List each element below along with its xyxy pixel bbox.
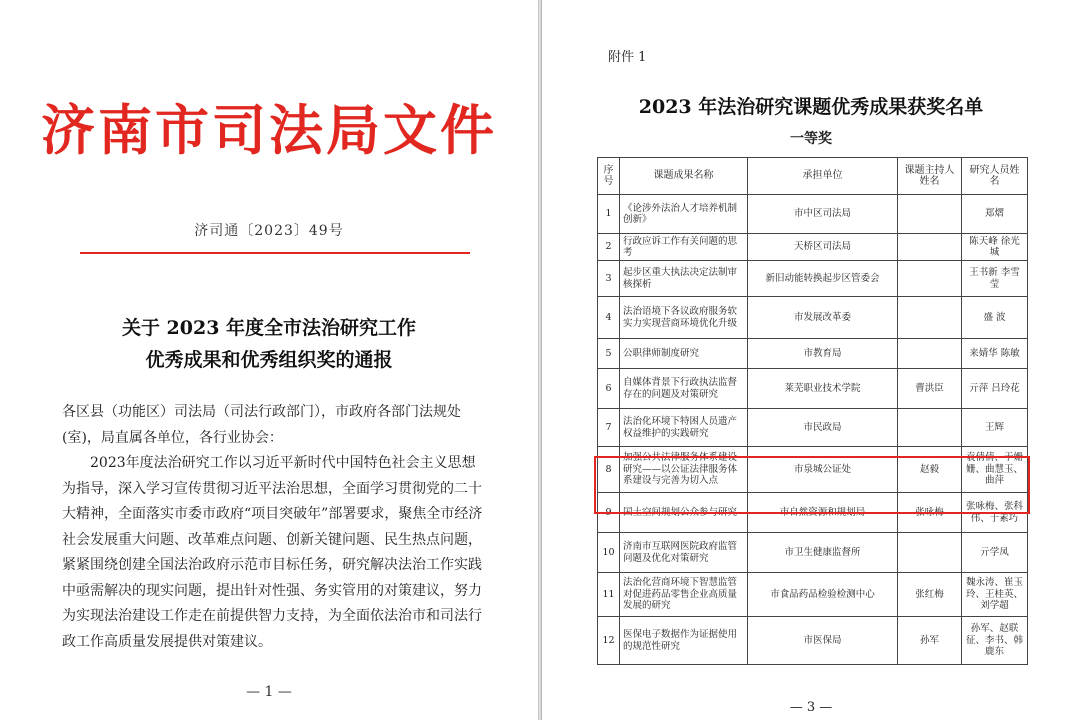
row-members: 来婧华 陈敏 <box>962 339 1028 369</box>
table-row <box>598 617 1028 665</box>
row-members: 亓萍 吕玲花 <box>962 369 1028 409</box>
table-row <box>598 297 1028 339</box>
row-unit: 天桥区司法局 <box>748 234 898 261</box>
salutation: 各区县（功能区）司法局（司法行政部门），市政府各部门法规处(室)，局直属各单位，各行业协会： <box>62 404 461 446</box>
notice-title-line1: 关于 2023 年度全市法治研究工作 <box>121 317 417 339</box>
row-unit: 市发展改革委 <box>748 297 898 339</box>
row-number: 1 <box>598 195 620 234</box>
row-number: 6 <box>598 369 620 409</box>
row-leader: 孙军 <box>898 617 962 665</box>
row-unit: 市教育局 <box>748 339 898 369</box>
table-header-row <box>598 158 1028 195</box>
row-title: 《论涉外法治人才培养机制创新》 <box>620 195 748 234</box>
row-title: 起步区重大执法决定法制审核探析 <box>620 261 748 297</box>
row-title: 医保电子数据作为证据使用的规范性研究 <box>620 617 748 665</box>
row-members: 盛 波 <box>962 297 1028 339</box>
row-number: 9 <box>598 493 620 533</box>
row-unit: 市食品药品检验检测中心 <box>748 573 898 617</box>
table-row <box>598 493 1028 533</box>
award-table <box>597 157 1028 665</box>
row-members: 亓学凤 <box>962 533 1028 573</box>
award-table-body <box>598 195 1028 665</box>
row-title: 法治化营商环境下智慧监管对促进药品零售企业高质量发展的研究 <box>620 573 748 617</box>
row-title: 济南市互联网医院政府监管问题及优化对策研究 <box>620 533 748 573</box>
award-list-title: 2023 年法治研究课题优秀成果获奖名单 <box>638 96 984 118</box>
col-header-members: 研究人员姓名 <box>962 158 1028 195</box>
row-unit: 市民政局 <box>748 409 898 447</box>
row-title: 自媒体背景下行政执法监督存在的问题及对策研究 <box>620 369 748 409</box>
col-header-name: 课题成果名称 <box>620 158 748 195</box>
row-unit: 市自然资源和规划局 <box>748 493 898 533</box>
row-leader <box>898 195 962 234</box>
row-unit: 市泉城公证处 <box>748 447 898 493</box>
col-header-leader: 课题主持人姓名 <box>898 158 962 195</box>
row-leader: 张红梅 <box>898 573 962 617</box>
table-row <box>598 261 1028 297</box>
document-masthead: 济南市司法局文件 <box>41 98 497 162</box>
notice-title <box>0 312 538 376</box>
table-row <box>598 533 1028 573</box>
row-leader: 张咏梅 <box>898 493 962 533</box>
document-number: 济司通〔2023〕49号 <box>194 223 344 239</box>
row-members: 孙军、赵联征、李书、韩鹿东 <box>962 617 1028 665</box>
row-leader <box>898 409 962 447</box>
row-title: 法治化环境下特困人员遗产权益维护的实践研究 <box>620 409 748 447</box>
row-title: 公职律师制度研究 <box>620 339 748 369</box>
left-document-page <box>0 0 538 720</box>
prize-level: 一等奖 <box>790 131 832 147</box>
row-members: 陈天峰 徐光城 <box>962 234 1028 261</box>
row-number: 3 <box>598 261 620 297</box>
row-leader <box>898 234 962 261</box>
row-unit: 市中区司法局 <box>748 195 898 234</box>
row-leader <box>898 339 962 369</box>
col-header-unit: 承担单位 <box>748 158 898 195</box>
red-separator-line <box>80 252 470 254</box>
row-unit: 市医保局 <box>748 617 898 665</box>
row-leader <box>898 261 962 297</box>
row-unit: 新旧动能转换起步区管委会 <box>748 261 898 297</box>
table-row <box>598 573 1028 617</box>
table-row <box>598 447 1028 493</box>
body-paragraph: 2023年度法治研究工作以习近平新时代中国特色社会主义思想为指导，深入学习宣传贯彻习近平法治思想，全面学习贯彻党的二十大精神，全面落实市委市政府“项目突破年”部署要求，聚焦全市经济社会发展重大问题、改革难点问题、创新关键问题、民生热点问题，紧紧围绕创建全国法治政府示范市目标任务，研究解决法治工作实践中亟需解决的现实问题，提出针对性强、务实管用的对策建议，努力为实现法治建设工作走在前提供智力支持，为全面依法治市和司法行政工作高质量发展提供对策建议。 <box>62 455 483 650</box>
row-number: 11 <box>598 573 620 617</box>
attachment-label: 附件 1 <box>608 50 647 65</box>
row-number: 12 <box>598 617 620 665</box>
row-unit: 市卫生健康监督所 <box>748 533 898 573</box>
col-header-no: 序号 <box>598 158 620 195</box>
row-members: 郑熠 <box>962 195 1028 234</box>
row-number: 4 <box>598 297 620 339</box>
row-members: 魏永涛、崔玉玲、王桂英、刘学超 <box>962 573 1028 617</box>
row-leader <box>898 533 962 573</box>
row-members: 张咏梅、张科伟、于素巧 <box>962 493 1028 533</box>
row-leader: 赵毅 <box>898 447 962 493</box>
page-number-left: — 1 — <box>246 684 292 700</box>
row-title: 行政应诉工作有关问题的思考 <box>620 234 748 261</box>
row-members: 王辉 <box>962 409 1028 447</box>
row-members: 王书新 李雪莹 <box>962 261 1028 297</box>
row-members: 袁倩倩、于姗姗、曲慧玉、曲萍 <box>962 447 1028 493</box>
table-row <box>598 195 1028 234</box>
row-number: 8 <box>598 447 620 493</box>
row-number: 5 <box>598 339 620 369</box>
table-row <box>598 339 1028 369</box>
row-leader <box>898 297 962 339</box>
row-number: 2 <box>598 234 620 261</box>
row-leader: 曹洪臣 <box>898 369 962 409</box>
row-title: 国土空间规划公众参与研究 <box>620 493 748 533</box>
row-unit: 莱芜职业技术学院 <box>748 369 898 409</box>
right-document-page <box>542 0 1080 720</box>
row-title: 加强公共法律服务体系建设研究——以公证法律服务体系建设与完善为切入点 <box>620 447 748 493</box>
page-number-right: — 3 — <box>789 700 833 715</box>
notice-title-line2: 优秀成果和优秀组织奖的通报 <box>145 349 393 371</box>
table-row <box>598 409 1028 447</box>
row-title: 法治语境下各议政府服务软实力实现营商环境优化升级 <box>620 297 748 339</box>
row-number: 10 <box>598 533 620 573</box>
table-row <box>598 234 1028 261</box>
table-row <box>598 369 1028 409</box>
row-number: 7 <box>598 409 620 447</box>
notice-body <box>62 400 486 655</box>
